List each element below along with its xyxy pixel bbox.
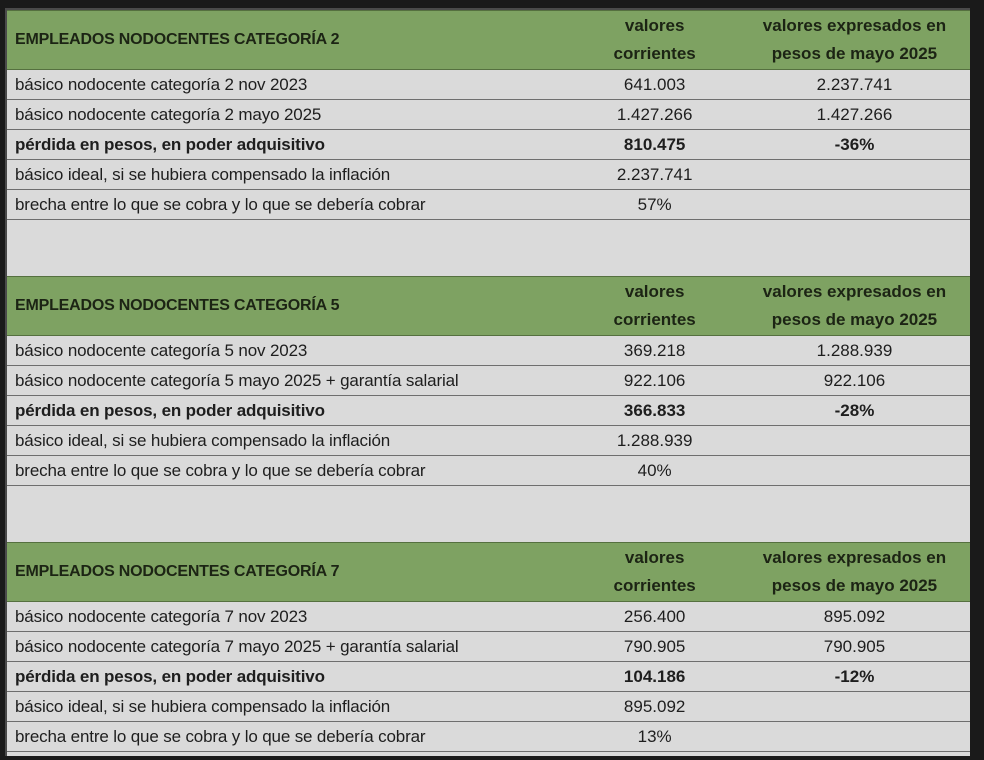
header-valores-corrientes: valores corrientes [613, 282, 696, 329]
table-row-loss: pérdida en pesos, en poder adquisitivo 104.186 -12% [7, 662, 970, 692]
table-title: EMPLEADOS NODOCENTES CATEGORÍA 7 [15, 563, 340, 580]
spreadsheet [5, 8, 970, 756]
table-row: básico ideal, si se hubiera compensado la inflación 895.092 [7, 692, 970, 722]
table-row: básico nodocente categoría 5 nov 2023 369.218 1.288.939 [7, 336, 970, 366]
table-categoria-5 [7, 276, 970, 486]
table-row-loss: pérdida en pesos, en poder adquisitivo 810.475 -36% [7, 130, 970, 160]
table-row: brecha entre lo que se cobra y lo que se debería cobrar 40% [7, 456, 970, 486]
table-row-loss: pérdida en pesos, en poder adquisitivo 366.833 -28% [7, 396, 970, 426]
header-valores-expresados: valores expresados en pesos de mayo 2025 [762, 16, 947, 63]
table-row: básico ideal, si se hubiera compensado la inflación 2.237.741 [7, 160, 970, 190]
header-valores-expresados: valores expresados en pesos de mayo 2025 [762, 282, 947, 329]
table-row: básico nodocente categoría 7 nov 2023 256.400 895.092 [7, 602, 970, 632]
table-row: básico nodocente categoría 7 mayo 2025 + garantía salarial 790.905 790.905 [7, 632, 970, 662]
header-valores-corrientes: valores corrientes [613, 548, 696, 595]
header-valores-corrientes: valores corrientes [613, 16, 696, 63]
table-title: EMPLEADOS NODOCENTES CATEGORÍA 2 [15, 31, 340, 48]
table-header [7, 542, 970, 602]
table-categoria-2 [7, 10, 970, 220]
table-row: básico nodocente categoría 5 mayo 2025 + garantía salarial 922.106 922.106 [7, 366, 970, 396]
table-row: básico nodocente categoría 2 mayo 2025 1.427.266 1.427.266 [7, 100, 970, 130]
table-row: básico ideal, si se hubiera compensado la inflación 1.288.939 [7, 426, 970, 456]
header-valores-expresados: valores expresados en pesos de mayo 2025 [762, 548, 947, 595]
table-header [7, 276, 970, 336]
table-row: brecha entre lo que se cobra y lo que se debería cobrar 57% [7, 190, 970, 220]
table-title: EMPLEADOS NODOCENTES CATEGORÍA 5 [15, 297, 340, 314]
table-row: brecha entre lo que se cobra y lo que se debería cobrar 13% [7, 722, 970, 752]
table-categoria-7 [7, 542, 970, 752]
table-header [7, 10, 970, 70]
table-row: básico nodocente categoría 2 nov 2023 641.003 2.237.741 [7, 70, 970, 100]
